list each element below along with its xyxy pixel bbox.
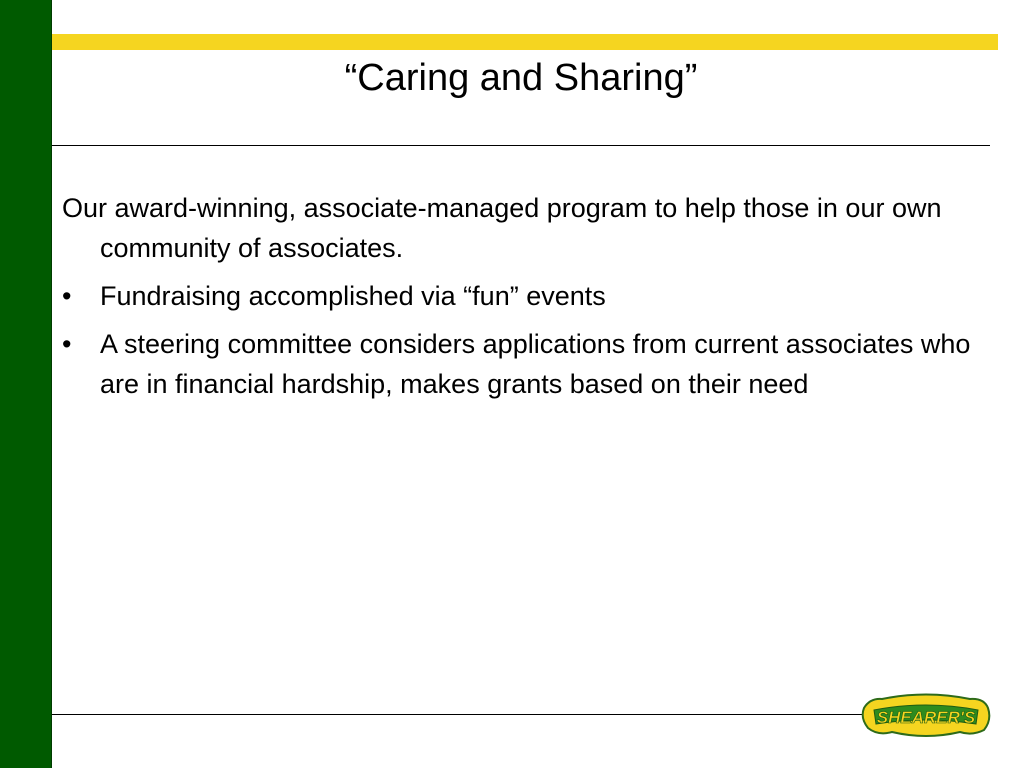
shearers-logo (860, 686, 992, 744)
bullet-item (62, 276, 974, 316)
bullet-marker: • (62, 281, 72, 311)
slide-body (62, 188, 974, 412)
slide-title: “Caring and Sharing” (344, 57, 698, 99)
intro-paragraph: Our award-winning, associate-managed program to help those in our own community of associates. (62, 193, 942, 263)
title-divider (52, 145, 990, 146)
top-yellow-stripe (52, 34, 998, 50)
bullet-marker: • (62, 329, 72, 359)
bullet-text: Fundraising accomplished via “fun” events (100, 281, 606, 311)
left-green-band (0, 0, 52, 768)
logo-wordmark: SHEARER'S (876, 708, 976, 727)
footer-divider (52, 714, 990, 715)
bullet-item (62, 324, 974, 404)
bullet-list (62, 276, 974, 404)
bullet-text: A steering committee considers applications from current associates who are in financial hardship, makes grants based on their need (100, 329, 971, 399)
